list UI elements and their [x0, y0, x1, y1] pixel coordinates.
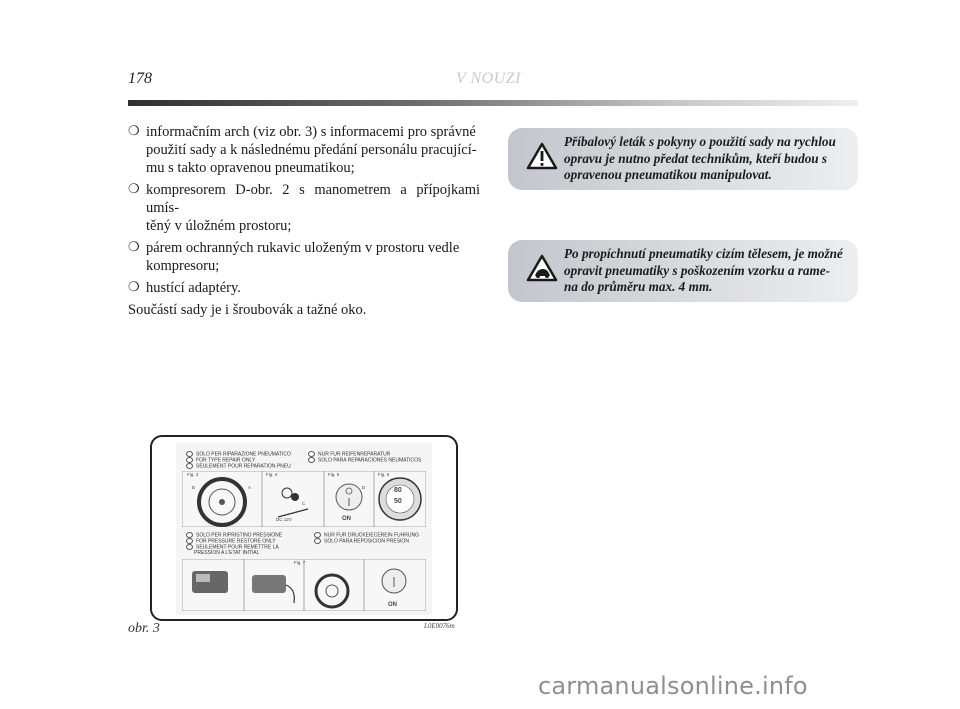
warning-triangle-icon	[526, 142, 558, 170]
power-button-icon-2	[382, 569, 406, 593]
sheet-text: PRESSION A L'ETAT INITIAL	[194, 550, 260, 556]
sheet-text: SOLO PARA REPARACIONES NEUMATICOS	[308, 457, 421, 463]
figure-frame	[150, 435, 458, 621]
bullet-item	[128, 181, 480, 235]
sheet-text: NUR FUR REIFENREPARATUR	[308, 451, 390, 457]
warning-text	[564, 134, 846, 184]
sheet-text: SOLO PER RIPARAZIONE PNEUMATICO	[186, 451, 291, 457]
sheet-text: SEULEMENT POUR REMETTRE LA	[186, 544, 279, 550]
power-button-icon	[336, 484, 362, 510]
fig-letter: D	[362, 485, 366, 490]
figure-caption: obr. 3	[128, 621, 160, 636]
bullet-mark: ❍	[128, 182, 140, 197]
bullet-line: informačním arch (viz obr. 3) s informacemi pro správné	[146, 124, 476, 140]
on-label: ON	[342, 516, 351, 522]
fig-label: Fig. 5	[328, 472, 340, 477]
fig-letter: B	[192, 485, 196, 490]
sheet-text: SOLO PARA REPOSICION PRESION	[314, 538, 409, 544]
section-title: V NOUZI	[456, 70, 521, 87]
bullet-mark: ❍	[128, 280, 140, 295]
warning-line: opravenou pneumatikou manipulovat.	[564, 167, 772, 182]
dc-label: DC 12V	[276, 517, 292, 522]
bullet-item	[128, 123, 480, 177]
bullet-line: párem ochranných rukavic uloženým v prostoru vedle	[146, 240, 460, 256]
sheet-text: FOR TYPE REPAIR ONLY	[186, 457, 255, 463]
fig-letter: A	[248, 485, 252, 490]
warning-line: Po propíchnutí pneumatiky cizím tělesem, je možné	[564, 246, 843, 261]
warning-line: na do průměru max. 4 mm.	[564, 279, 713, 294]
bullet-line: použití sady a k následnému předání personálu pracující-	[146, 142, 477, 158]
tire-warning-icon	[526, 254, 558, 282]
bullet-item	[128, 279, 480, 297]
gauge-value: 80	[394, 487, 402, 494]
warning-line: Příbalový leták s pokyny o použití sady na rychlou	[564, 134, 836, 149]
header-rule	[128, 100, 858, 106]
figure-code: L0E0076m	[424, 622, 455, 630]
fig-letter: C	[302, 501, 306, 506]
compressor-icon	[192, 571, 228, 593]
warning-box-puncture	[508, 240, 858, 302]
watermark: carmanualsonline.info	[538, 672, 808, 700]
bullet-line: těný v úložném prostoru;	[146, 218, 292, 234]
warning-text	[564, 246, 846, 296]
gauge-value: 50	[394, 498, 402, 505]
figure-panels-top	[182, 471, 426, 527]
sheet-text: SEULEMENT POUR REPARATION PNEU	[186, 463, 291, 469]
sheet-text: SOLO PER RIPRISTINO PRESSIONE	[186, 532, 282, 538]
bullet-item	[128, 239, 480, 275]
kit-contents-paragraph: Součástí sady je i šroubovák a tažné oko.	[128, 302, 367, 318]
sheet-text: FOR PRESSURE RESTORE ONLY	[186, 538, 276, 544]
bullet-line: kompresoru;	[146, 258, 220, 274]
on-label: ON	[388, 602, 397, 608]
bullet-line: hustící adaptéry.	[146, 280, 241, 296]
warning-line: opravit pneumatiky s poškozením vzorku a rame-	[564, 262, 830, 278]
warning-box-leaflet	[508, 128, 858, 190]
page-number: 178	[128, 70, 152, 87]
warning-line: opravu je nutno předat technikům, kteří budou s	[564, 150, 828, 166]
bullet-line: kompresorem D-obr. 2 s manometrem a přípojkami umís-	[146, 182, 480, 216]
sheet-text: NUR FUR DRUCKEIECEREIN FUHRUNG	[314, 532, 419, 538]
bullet-line: mu s takto opravenou pneumatikou;	[146, 160, 355, 176]
instruction-sheet	[176, 443, 432, 615]
left-column	[128, 123, 480, 319]
fig-label: Fig. 6	[378, 472, 390, 477]
bullet-mark: ❍	[128, 124, 140, 139]
fig-label: Fig. 4	[266, 472, 278, 477]
fig-label: Fig. 3	[187, 472, 199, 477]
fig-label: Fig. 7	[294, 560, 306, 565]
bullet-mark: ❍	[128, 240, 140, 255]
